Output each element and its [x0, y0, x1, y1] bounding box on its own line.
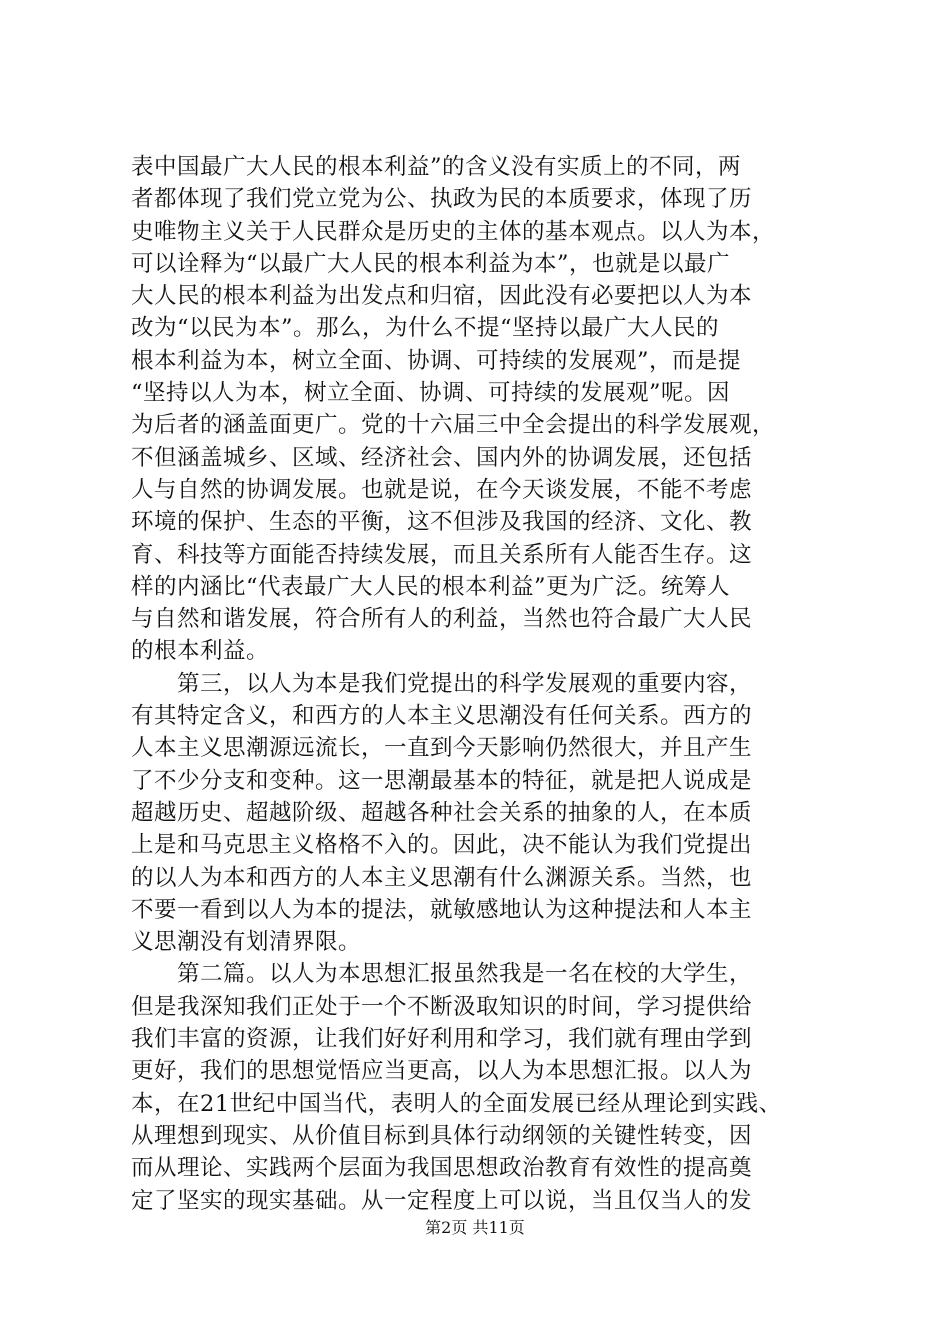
- text-line: 表中国最广大人民的根本利益”的含义没有实质上的不同，两: [131, 154, 742, 180]
- text-line: 义思潮没有划清界限。: [131, 929, 362, 956]
- text-line: 史唯物主义关于人民群众是历史的主体的基本观点。以人为本，: [131, 218, 776, 245]
- text-line: 可以诠释为“以最广大人民的根本利益为本”，也就是以最广: [131, 250, 731, 277]
- text-line: 了不少分支和变种。这一思潮最基本的特征，就是把人说成是: [131, 767, 753, 794]
- body-text: [131, 151, 831, 1217]
- text-line: 人本主义思潮源远流长，一直到今天影响仍然很大，并且产生: [131, 735, 753, 762]
- text-line: 者都体现了我们党立党为公、执政为民的本质要求，体现了历: [131, 186, 753, 213]
- text-line: 不要一看到以人为本的提法，就敏感地认为这种提法和人本主: [131, 896, 753, 923]
- text-line: 有其特定含义，和西方的人本主义思潮没有任何关系。西方的: [131, 703, 753, 730]
- text-line: 不但涵盖城乡、区域、经济社会、国内外的协调发展，还包括: [131, 444, 753, 471]
- paragraph-start-line: 第二篇。以人为本思想汇报虽然我是一名在校的大学生，: [177, 961, 753, 988]
- text-line: 育、科技等方面能否持续发展，而且关系所有人能否生存。这: [131, 541, 753, 568]
- text-line: 与自然和谐发展，符合所有人的利益，当然也符合最广大人民: [131, 606, 753, 633]
- text-line: “坚持以人为本，树立全面、协调、可持续的发展观”呢。因: [131, 380, 731, 407]
- text-line: 样的内涵比“代表最广大人民的根本利益”更为广泛。统筹人: [131, 573, 731, 600]
- paragraph-start-line: 第三，以人为本是我们党提出的科学发展观的重要内容，: [177, 670, 753, 697]
- text-line: 本，在21世纪中国当代，表明人的全面发展已经从理论到实践、: [131, 1090, 782, 1117]
- text-line: 我们丰富的资源，让我们好好利用和学习，我们就有理由学到: [131, 1026, 753, 1053]
- text-line: 为后者的涵盖面更广。党的十六届三中全会提出的科学发展观，: [131, 412, 776, 439]
- text-line: 但是我深知我们正处于一个不断汲取知识的时间，学习提供给: [131, 993, 753, 1020]
- text-line: 更好，我们的思想觉悟应当更高，以人为本思想汇报。以人为: [131, 1058, 753, 1085]
- text-line: 人与自然的协调发展。也就是说，在今天谈发展，不能不考虑: [131, 476, 753, 503]
- text-line: 改为“以民为本”。那么，为什么不提“坚持以最广大人民的: [131, 315, 720, 342]
- text-line: 定了坚实的现实基础。从一定程度上可以说，当且仅当人的发: [131, 1187, 753, 1214]
- text-line: 超越历史、超越阶级、超越各种社会关系的抽象的人，在本质: [131, 799, 753, 826]
- text-line: 环境的保护、生态的平衡，这不但涉及我国的经济、文化、教: [131, 509, 753, 536]
- text-line: 上是和马克思主义格格不入的。因此，决不能认为我们党提出: [131, 832, 753, 859]
- text-line: 的根本利益。: [131, 638, 270, 665]
- text-line: 大人民的根本利益为出发点和归宿，因此没有必要把以人为本: [131, 283, 753, 310]
- text-line: 的以人为本和西方的人本主义思潮有什么渊源关系。当然，也: [131, 864, 753, 891]
- text-line: 而从理论、实践两个层面为我国思想政治教育有效性的提高奠: [131, 1155, 753, 1182]
- text-line: 根本利益为本，树立全面、协调、可持续的发展观”，而是提: [131, 347, 742, 374]
- text-line: 从理想到现实、从价值目标到具体行动纲领的关键性转变，因: [131, 1122, 753, 1149]
- page-number-footer: 第2页 共11页: [425, 1218, 525, 1237]
